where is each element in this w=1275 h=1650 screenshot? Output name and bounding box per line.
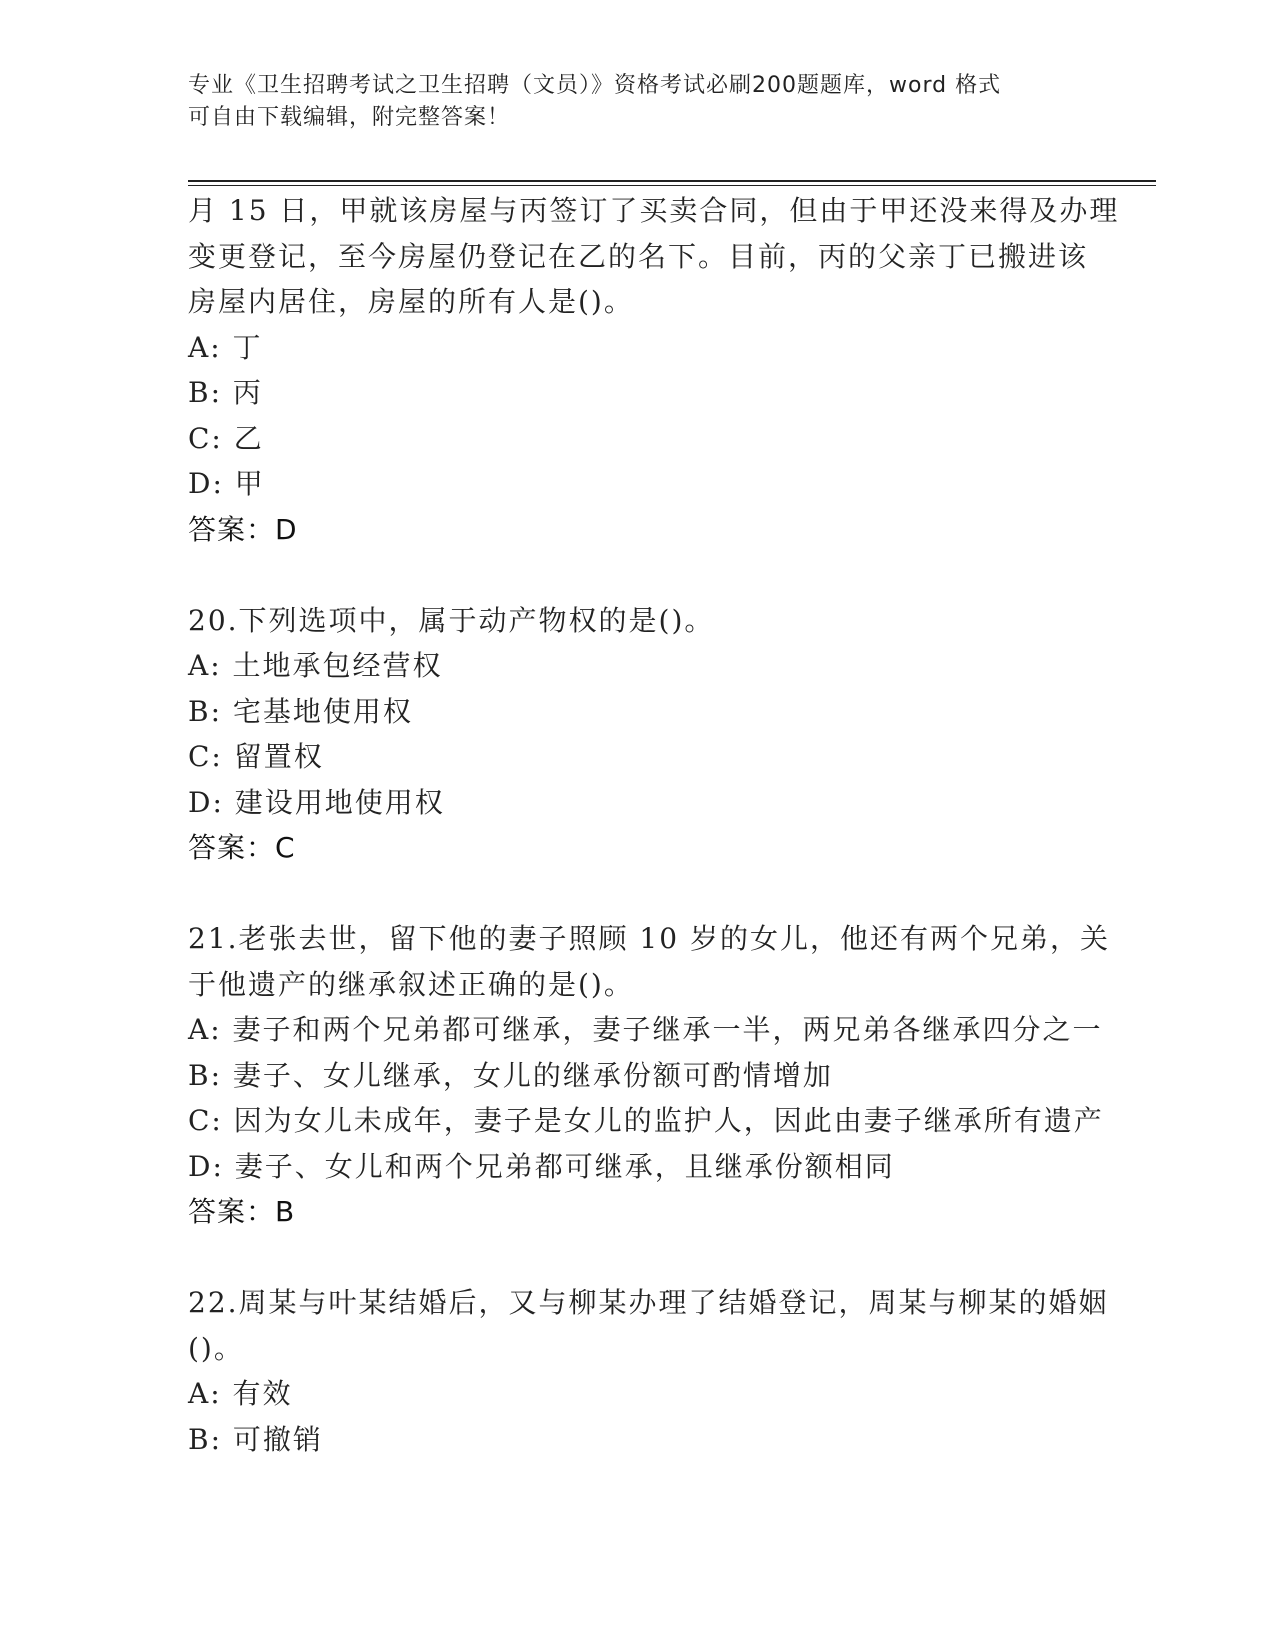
question-19-text-line-3: 房屋内居住，房屋的所有人是()。 <box>188 285 634 318</box>
question-22-option-b: B: 可撤销 <box>188 1422 323 1456</box>
question-22-text-line-2: ()。 <box>188 1331 244 1365</box>
question-21-option-c: C: 因为女儿未成年，妻子是女儿的监护人，因此由妻子继承所有遗产 <box>188 1104 1104 1137</box>
header-divider-thick <box>188 180 1156 182</box>
document-header <box>188 70 1088 134</box>
question-22-option-a: A: 有效 <box>188 1377 293 1410</box>
question-21-text-line-1: 21.老张去世，留下他的妻子照顾 10 岁的女儿，他还有两个兄弟，关 <box>188 922 1110 955</box>
question-20-option-d: D: 建设用地使用权 <box>188 785 445 819</box>
header-title-line-2: 可自由下载编辑，附完整答案！ <box>188 105 511 130</box>
question-22-text-line-1: 22.周某与叶某结婚后，又与柳某办理了结婚登记，周某与柳某的婚姻 <box>188 1286 1109 1319</box>
question-21-answer: 答案：B <box>188 1195 296 1228</box>
question-19-text-line-1: 月 15 日，甲就该房屋与丙签订了买卖合同，但由于甲还没来得及办理 <box>188 194 1120 227</box>
question-19-option-a: A: 丁 <box>188 330 263 364</box>
question-19-option-d: D: 甲 <box>188 467 265 500</box>
question-list <box>188 188 1120 1462</box>
question-21 <box>188 916 1110 1235</box>
spacer <box>188 1235 1088 1281</box>
question-19-answer: 答案：D <box>188 512 298 546</box>
question-20-option-c: C: 留置权 <box>188 740 324 773</box>
question-21-text-line-2: 于他遗产的继承叙述正确的是()。 <box>188 967 634 1001</box>
question-20 <box>188 598 1088 871</box>
question-20-text-line-1: 20.下列选项中，属于动产物权的是()。 <box>188 603 715 637</box>
question-20-answer: 答案：C <box>188 831 296 864</box>
spacer <box>188 552 1088 598</box>
question-20-option-a: A: 土地承包经营权 <box>188 649 443 682</box>
header-title-line-1: 专业《卫生招聘考试之卫生招聘（文员）》资格考试必刷200题题库，word 格式 <box>188 73 1002 98</box>
question-19-text-line-2: 变更登记，至今房屋仍登记在乙的名下。目前，丙的父亲丁已搬进该 <box>188 239 1089 273</box>
question-21-option-d: D: 妻子、女儿和两个兄弟都可继承，且继承份额相同 <box>188 1149 895 1183</box>
question-21-option-a: A: 妻子和两个兄弟都可继承，妻子继承一半，两兄弟各继承四分之一 <box>188 1013 1103 1046</box>
question-19 <box>188 188 1120 552</box>
question-19-option-b: B: 丙 <box>188 376 263 409</box>
question-21-option-b: B: 妻子、女儿继承，女儿的继承份额可酌情增加 <box>188 1058 833 1092</box>
question-20-option-b: B: 宅基地使用权 <box>188 694 413 728</box>
spacer <box>188 871 1088 917</box>
question-19-option-c: C: 乙 <box>188 421 264 455</box>
header-divider-thin <box>188 185 1156 186</box>
question-22 <box>188 1280 1109 1462</box>
